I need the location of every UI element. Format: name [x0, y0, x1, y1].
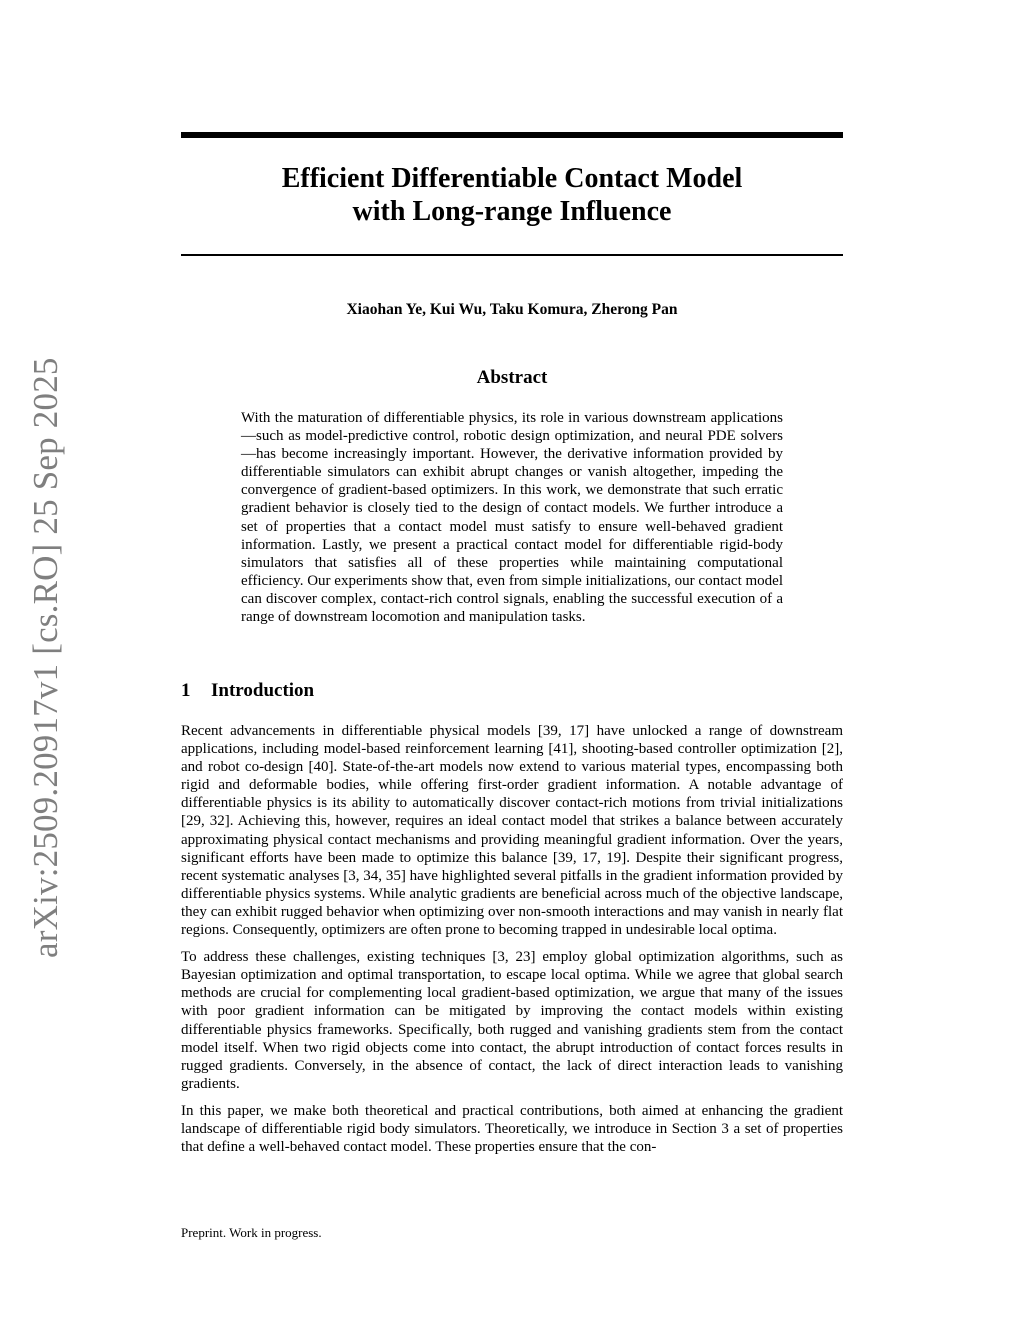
paper-title-line-1: Efficient Differentiable Contact Model — [281, 163, 743, 194]
footer-note: Preprint. Work in progress. — [181, 1225, 322, 1240]
paragraph: To address these challenges, existing techniques [3, 23] employ global optimization algorithms, such as Bayesian optimization and optimal transportation, to escape local optima. While we agree that global search methods are crucial for complementing local gradient-based optimization, we argue that many of the issues with poor gradient information can be mitigated by improving the contact models within existing differentiable physics frameworks. Specifically, both rugged and vanishing gradients stem from the contact model itself. When two rigid objects come into contact, the abrupt introduction of contact forces results in rugged gradients. Conversely, in the absence of contact, the lack of direct interaction leads to vanishing gradients. — [181, 949, 843, 1092]
paper-title — [181, 162, 843, 228]
abstract-text: With the maturation of differentiable physics, its role in various downstream applications—such as model-predictive control, robotic design optimization, and neural PDE solvers—has become increasingly important. However, the derivative information provided by differentiable simulators can exhibit abrupt changes or vanish altogether, impeding the convergence of gradient-based optimizers. In this work, we demonstrate that such erratic gradient behavior is closely tied to the design of contact models. We further introduce a set of properties that a contact model must satisfy to ensure well-behaved gradient information. Lastly, we present a practical contact model for differentiable rigid-body simulators that satisfies all of these properties while maintaining computational efficiency. Our experiments show that, even from simple initializations, our contact model can discover complex, contact-rich control signals, enabling the successful execution of a range of downstream locomotion and manipulation tasks. — [241, 410, 783, 626]
arxiv-identifier-stamp: arXiv:2509.20917v1 [cs.RO] 25 Sep 2025 — [26, 357, 65, 958]
introduction-body — [181, 722, 843, 1165]
title-bottom-rule — [181, 254, 843, 256]
section-title: Introduction — [211, 680, 315, 701]
abstract-heading: Abstract — [476, 367, 548, 388]
section-number: 1 — [181, 680, 191, 701]
paper-title-line-2: with Long-range Influence — [352, 196, 672, 227]
paragraph: Recent advancements in differentiable physical models [39, 17] have unlocked a range of downstream applications, including model-based reinforcement learning [41], shooting-based controller optimization [2], and robot co-design [40]. State-of-the-art models now extend to various material types, encompassing both rigid and deformable bodies, while offering first-order gradient information. A notable advantage of differentiable physics is its ability to automatically discover contact-rich motions from trivial initializations [29, 32]. Achieving this, however, requires an ideal contact model that strikes a balance between accurately approximating physical contact mechanisms and providing meaningful gradient information. Over the years, significant efforts have been made to optimize this balance [39, 17, 19]. Despite their significant progress, recent systematic analyses [3, 34, 35] have highlighted several pitfalls in the gradient information provided by differentiable physics systems. While analytic gradients are beneficial across much of the objective landscape, they can exhibit rugged behavior when optimizing over non-smooth interactions and may vanish in nearly flat regions. Consequently, optimizers are often prone to becoming trapped in undesirable local optima. — [181, 723, 843, 939]
paragraph: In this paper, we make both theoretical and practical contributions, both aimed at enhancing the gradient landscape of differentiable rigid body simulators. Theoretically, we introduce in Section 3 a set of properties that define a well-behaved contact model. These properties ensure that the con- — [181, 1102, 843, 1156]
author-list: Xiaohan Ye, Kui Wu, Taku Komura, Zherong Pan — [346, 301, 678, 318]
section-heading-introduction — [181, 679, 843, 703]
title-top-rule — [181, 132, 843, 138]
